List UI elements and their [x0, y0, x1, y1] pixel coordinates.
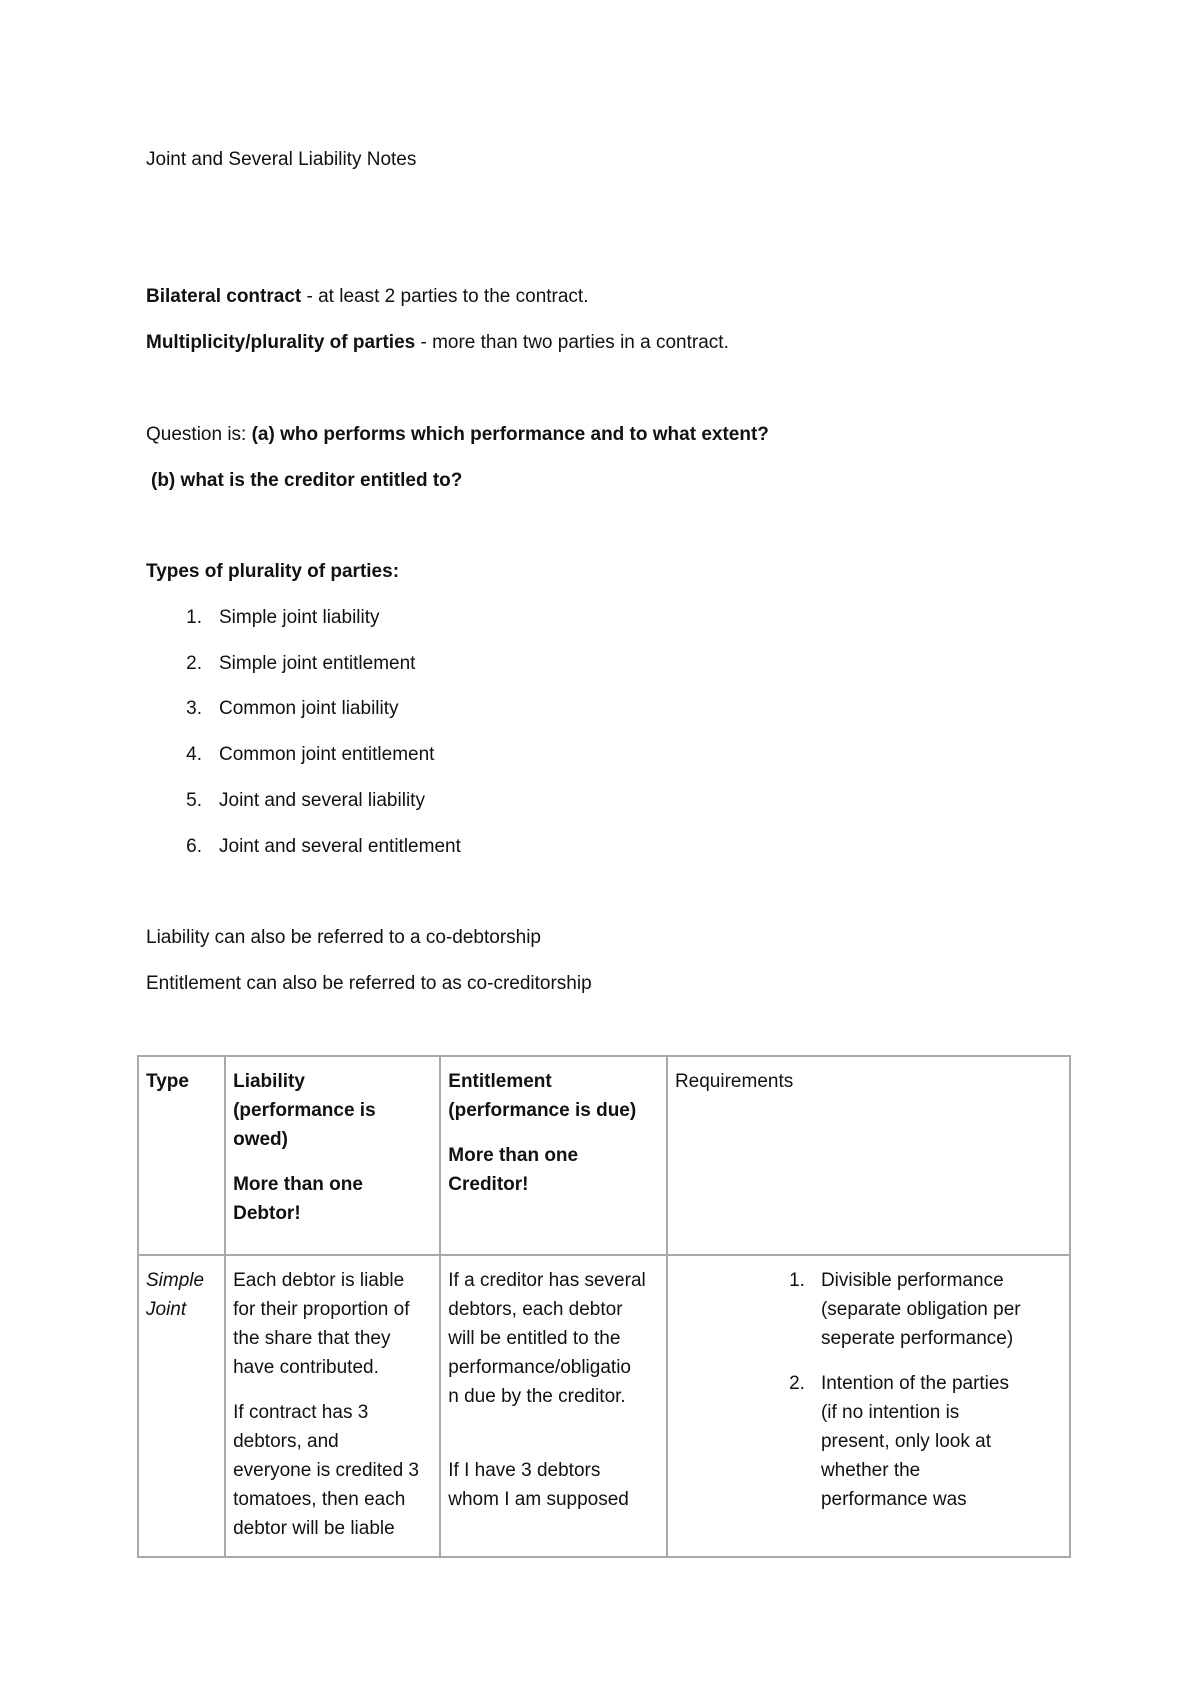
table-header-row [138, 1056, 1070, 1255]
list-number: 2. [186, 653, 202, 674]
entitlement-example [448, 1456, 660, 1514]
cell-line: If I have 3 debtors [448, 1460, 601, 1481]
header-entitlement-block [448, 1067, 660, 1125]
blank-line [448, 1427, 660, 1456]
header-cell-liability [225, 1056, 440, 1255]
row-liability-cell [225, 1255, 440, 1557]
cell-line: Entitlement [448, 1071, 552, 1092]
cell-line: debtors, each debtor [448, 1299, 623, 1320]
question-line-a [146, 423, 769, 447]
cell-line: present, only look at [820, 1431, 991, 1452]
cell-line: debtor will be liable [233, 1518, 395, 1539]
header-entitlement-note [448, 1141, 660, 1199]
entitlement-paragraph [448, 1266, 660, 1411]
header-cell-type [138, 1056, 225, 1255]
header-cell-requirements [667, 1056, 1070, 1255]
row-entitlement-cell [440, 1255, 667, 1557]
cell-line: owed) [233, 1129, 288, 1150]
cell-line: have contributed. [233, 1357, 379, 1378]
cell-line: (performance is [233, 1100, 376, 1121]
cell-line: Intention of the parties [820, 1373, 1009, 1394]
header-liability-block [233, 1067, 433, 1154]
cell-line: will be entitled to the [448, 1328, 621, 1349]
list-label: Common joint entitlement [219, 744, 435, 765]
question-prefix: Question is: [146, 424, 252, 445]
cell-line: Creditor! [448, 1174, 529, 1195]
definition-term: Bilateral contract [146, 286, 302, 307]
cell-line: whether the [820, 1460, 921, 1481]
cell-line: n due by the creditor. [448, 1386, 626, 1407]
list-label: Simple joint entitlement [219, 653, 416, 674]
definition-plurality [146, 331, 729, 355]
list-label: Joint and several liability [219, 790, 425, 811]
cell-line: More than one [233, 1174, 363, 1195]
list-label: Joint and several entitlement [219, 836, 461, 857]
list-item [675, 1266, 1063, 1353]
list-number: 5. [186, 790, 202, 811]
requirements-list [675, 1266, 1063, 1514]
liability-table [137, 1055, 1071, 1558]
cell-line: Simple [146, 1270, 205, 1291]
cell-line: Joint [146, 1299, 187, 1320]
cell-line: Divisible performance [820, 1270, 1004, 1291]
cell-line: More than one [448, 1145, 579, 1166]
cell-line: (if no intention is [820, 1402, 960, 1423]
question-part-b: (b) what is the creditor entitled to? [151, 470, 463, 491]
cell-line: whom I am supposed [448, 1489, 629, 1510]
row-requirements-cell [667, 1255, 1070, 1557]
header-liability-note [233, 1170, 433, 1228]
table-row [138, 1255, 1070, 1557]
row-type-cell [138, 1255, 225, 1557]
cell-line: If contract has 3 [233, 1402, 369, 1423]
list-number: 1. [186, 607, 202, 628]
cell-line: performance/obligatio [448, 1357, 631, 1378]
cell-line: debtors, and [233, 1431, 339, 1452]
definition-text: - more than two parties in a contract. [415, 332, 729, 353]
cell-line: seperate performance) [820, 1328, 1014, 1349]
note-co-debtorship: Liability can also be referred to a co-debtorship [146, 927, 542, 948]
cell-line: the share that they [233, 1328, 391, 1349]
cell-line: Each debtor is liable [233, 1270, 405, 1291]
cell-line: tomatoes, then each [233, 1489, 406, 1510]
cell-line: (performance is due) [448, 1100, 637, 1121]
list-number: 6. [186, 836, 202, 857]
definition-text: - at least 2 parties to the contract. [301, 286, 589, 307]
question-part-a: (a) who performs which performance and to what extent? [251, 424, 769, 445]
liability-example [233, 1398, 433, 1543]
cell-line: Debtor! [233, 1203, 301, 1224]
cell-line: for their proportion of [233, 1299, 410, 1320]
list-label: Simple joint liability [219, 607, 380, 628]
cell-line: Liability [233, 1071, 305, 1092]
cell-line: performance was [820, 1489, 967, 1510]
list-number: 4. [186, 744, 202, 765]
definition-bilateral [146, 285, 589, 309]
list-item [675, 1369, 1063, 1514]
types-heading: Types of plurality of parties: [146, 561, 400, 582]
header-type: Type [146, 1071, 189, 1092]
cell-line: everyone is credited 3 [233, 1460, 419, 1481]
liability-paragraph [233, 1266, 433, 1382]
header-requirements: Requirements [674, 1071, 794, 1092]
list-number: 1. [789, 1270, 805, 1291]
note-co-creditorship: Entitlement can also be referred to as co-creditorship [146, 973, 592, 994]
list-label: Common joint liability [219, 698, 399, 719]
list-number: 3. [186, 698, 202, 719]
cell-line: If a creditor has several [448, 1270, 646, 1291]
definition-term: Multiplicity/plurality of parties [146, 332, 416, 353]
header-cell-entitlement [440, 1056, 667, 1255]
document-title: Joint and Several Liability Notes [146, 149, 417, 170]
list-number: 2. [789, 1373, 805, 1394]
cell-line: (separate obligation per [820, 1299, 1021, 1320]
